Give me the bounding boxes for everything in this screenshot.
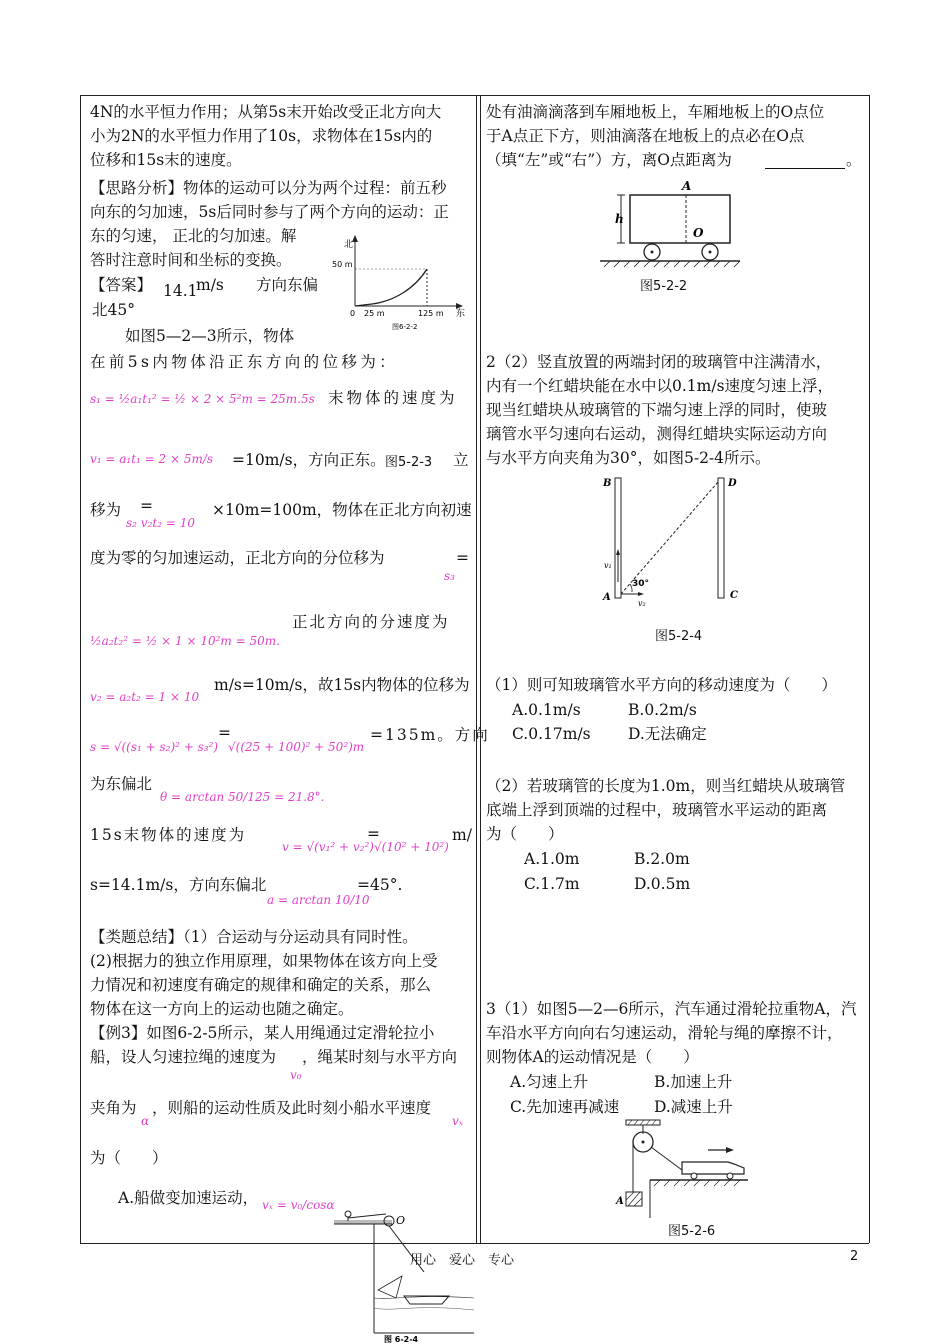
solution-line-7: m/s=10m/s，故15s内物体的位移为 [214,676,470,694]
car-h-label: h [615,212,624,226]
glass-tube-figure [600,472,750,607]
summary-line-4: 物体在这一方向上的运动也随之确定。 [90,1000,354,1018]
left-line-1: 4N的水平恒力作用；从第5s末开始改受正北方向大 [90,103,442,121]
formula-v-number: √(10² + 10²) [374,840,449,854]
example3-line-2: 船，设人匀速拉绳的速度为 [90,1048,277,1066]
right-line-3: （填“左”或“右”）方，离O点距离为 [486,151,732,169]
solution-line-10u: m/ [452,826,472,844]
footer-motto: 用心 爱心 专心 [410,1253,515,1268]
q2-part1-option-d: D.无法确定 [628,725,707,743]
q2-part1-option-a: A.0.1m/s [512,701,581,719]
q3-line-2: 车沿水平方向向右匀速运动，滑轮与绳的摩擦不计， [486,1024,843,1042]
formula-v0: v₀ [290,1068,302,1082]
solution-line-10eq: = [367,825,380,843]
solution-line-11b: =45°. [357,876,403,894]
q2-line-2: 内有一个红蜡块能在水中以0.1m/s速度匀速上浮， [486,377,834,395]
summary-line-1: 【类题总结】（1）合运动与分运动具有同时性。 [90,928,418,946]
solution-line-5eq: = [456,549,469,567]
solution-line-3: =10m/s，方向正东。 [232,451,386,469]
formula-option-a: vₓ = v₀/cosα [262,1198,335,1212]
graph-50m-label: 50 m [332,260,353,269]
tube-a-label: A [603,592,611,603]
solution-line-5: 度为零的匀加速运动，正北方向的分位移为 [90,549,385,567]
analysis-line-3: 东的匀速， 正北的匀加速。解 [90,227,297,245]
right-line-2: 于A点正下方，则油滴落在地板上的点必在O点 [486,127,805,145]
example3-line-3: 夹角为 [90,1099,137,1117]
q3-option-a: A.匀速上升 [510,1073,589,1091]
summary-line-3: 力情况和初速度有确定的规律和确定的关系，那么 [90,976,432,994]
q2-part2-option-d: D.0.5m [634,875,691,893]
q3-line-3: 则物体A的运动情况是（ ） [486,1048,699,1066]
q3-option-c: C.先加速再减速 [510,1098,620,1116]
solution-line-3b: 立 [453,451,469,469]
right-line-1: 处有油滴滴落到车厢地板上，车厢地板上的O点位 [486,103,825,121]
formula-s3-value: ½a₂t₂² = ½ × 1 × 10²m = 50m. [90,634,280,648]
q2-part1-option-c: C.0.17m/s [512,725,591,743]
q2-part2-option-c: C.1.7m [524,875,580,893]
tube-b-label: B [603,478,612,489]
boat-pulley-figure [334,1208,494,1344]
tube-d-label: D [728,478,737,489]
solution-line-10: 15s末物体的速度为 [90,826,247,844]
formula-s1: s₁ = ½a₁t₁² = ½ × 2 × 5²m = 25m.5s [90,392,315,406]
car-a-label: A [682,179,692,193]
column-divider-2 [480,95,481,1243]
q2-part2-option-a: A.1.0m [524,850,580,868]
formula-v: v = √(v₁² + v₂²) [282,840,374,854]
formula-theta: θ = arctan 50/125 = 21.8°. [160,790,325,804]
formula-s-number: √((25 + 100)² + 50²)m [228,740,365,754]
left-line-2: 小为2N的水平恒力作用了10s，求物体在15s内的 [90,127,433,145]
answer-value: 14.1 [163,282,198,300]
car-figure [600,175,750,275]
answer-label: 【答案】 [90,276,153,294]
answer-unit: m/s [196,276,224,294]
q2-line-3: 现当红蜡块从玻璃管的下端匀速上浮的同时，使玻 [486,401,828,419]
figure-5-2-3-caption: 图5-2-3 [385,455,433,470]
figure-5-2-4-caption: 图5-2-4 [655,629,703,644]
tube-v2-label: v₂ [638,599,646,608]
graph-caption: 图6-2-2 [392,323,418,331]
graph-125m-label: 125 m [418,309,444,318]
graph-north-label: 北 [344,240,354,250]
answer-direction: 方向东偏 [256,276,319,294]
boat-pulley-o-label: O [396,1214,406,1227]
q3-line-1: 3（1）如图5—2—6所示，汽车通过滑轮拉重物A，汽 [486,1000,857,1018]
answer-blank [765,168,845,169]
answer-direction-2: 北45° [92,301,135,319]
summary-line-2: (2)根据力的独立作用原理，如果物体在该方向上受 [90,952,438,970]
solution-line-1: 在前5s内物体沿正东方向的位移为： [90,353,399,371]
example3-line-1: 【例3】如图6-2-5所示，某人用绳通过定滑轮拉小 [90,1024,435,1042]
page-number: 2 [850,1249,859,1264]
q2-part2-option-b: B.2.0m [634,850,690,868]
example3-line-4: 为（ ） [90,1149,168,1167]
analysis-line-1: 【思路分析】物体的运动可以分为两个过程：前五秒 [90,179,447,197]
column-divider [476,95,477,1243]
q2-line-5: 与水平方向夹角为30°，如图5-2-4所示。 [486,449,771,467]
q2-part1-option-b: B.0.2m/s [628,701,697,719]
formula-alpha: a = arctan 10/10 [267,893,370,907]
tube-angle-label: 30° [632,579,650,589]
example3-line-2b: ，绳某时刻与水平方向 [302,1048,458,1066]
displacement-graph [330,233,470,343]
q2-part2-line-3: 为（ ） [486,825,564,843]
solution-intro: 如图5—2—3所示，物体 [125,327,295,345]
graph-east-label: 东 [456,309,466,319]
figure-5-2-6-caption: 图5-2-6 [668,1224,716,1239]
formula-s: s = √((s₁ + s₂)² + s₃²) [90,740,219,754]
tube-c-label: C [730,590,738,601]
solution-line-6: 正北方向的分速度为 [292,613,450,631]
formula-v1: v₁ = a₁t₁ = 2 × 5m/s [90,452,214,466]
example3-option-a: A.船做变加速运动， [118,1189,259,1207]
left-line-3: 位移和15s末的速度。 [90,151,242,169]
solution-line-4a: 移为 [90,501,122,519]
formula-s3: s₃ [444,569,455,583]
q3-option-b: B.加速上升 [654,1073,733,1091]
solution-line-9: 为东偏北 [90,775,153,793]
analysis-line-4: 答时注意时间和坐标的变换。 [90,251,292,269]
right-line-3-end: 。 [846,151,862,169]
q2-line-4: 璃管水平匀速向右运动，测得红蜡块实际运动方向 [486,425,828,443]
table-top-border [80,95,869,96]
figure-5-2-2-caption: 图5-2-2 [640,279,688,294]
analysis-line-2: 向东的匀加速，5s后同时参与了两个方向的运动：正 [90,203,449,221]
solution-line-8: =135m。方向 [370,726,490,744]
solution-line-8eq: = [218,724,231,742]
graph-origin-label: 0 [350,309,356,318]
solution-line-11: s=14.1m/s，方向东偏北 [90,876,267,894]
example3-line-3b: ，则船的运动性质及此时刻小船水平速度 [152,1099,432,1117]
formula-v2: v₂ = a₂t₂ = 1 × 10 [90,690,200,704]
car-o-label: O [693,226,704,240]
q2-part1: （1）则可知玻璃管水平方向的移动速度为（ ） [486,676,837,694]
graph-25m-label: 25 m [364,309,385,318]
q3-option-d: D.减速上升 [654,1098,733,1116]
q2-part2-line-2: 底端上浮到顶端的过程中，玻璃管水平运动的距离 [486,801,828,819]
q2-line-1: 2（2）竖直放置的两端封闭的玻璃管中注满清水， [486,353,832,371]
table-right-border [869,95,870,1243]
formula-s2: s₂ v₂t₂ = 10 [126,516,195,530]
weight-a-label: A [616,1196,624,1207]
solution-line-4eq: = [140,497,153,515]
boat-caption: 图 6-2-4 [384,1335,419,1344]
formula-alpha-angle: α [141,1114,150,1128]
table-left-border [80,95,81,1243]
formula-vx: vₓ [452,1114,464,1128]
pulley-car-figure [608,1120,758,1218]
q2-part2-line-1: （2）若玻璃管的长度为1.0m，则当红蜡块从玻璃管 [486,777,846,795]
solution-line-2: 末物体的速度为 [328,389,458,407]
tube-v1-label: v₁ [604,561,612,570]
solution-line-4b: ×10m=100m，物体在正北方向初速 [212,501,472,519]
